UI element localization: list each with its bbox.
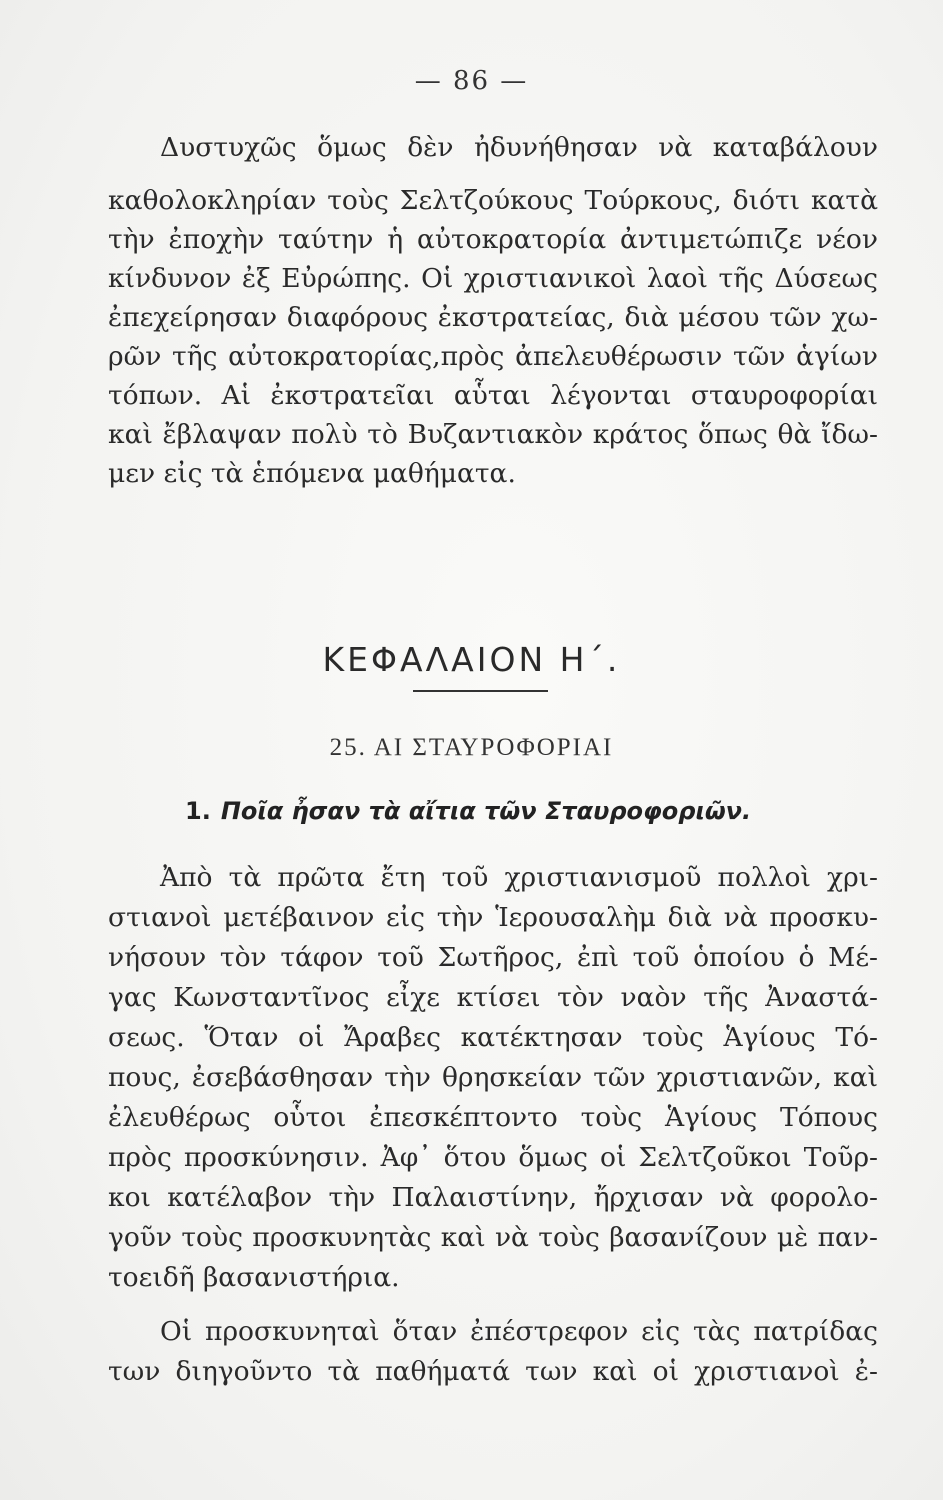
question-heading — [185, 797, 751, 825]
chapter-rule — [413, 690, 548, 692]
text-line: ἐπεχείρησαν διαφόρους ἐκστρατείας, διὰ μέσου τῶν χω- — [108, 302, 878, 333]
text-line: κίνδυνον ἐξ Εὐρώπης. Οἱ χριστιανικοὶ λαοὶ τῆς Δύσεως — [108, 263, 878, 294]
text-line: στιανοὶ μετέβαινον εἰς τὴν Ἱερουσαλὴμ διὰ νὰ προσκυ- — [108, 902, 878, 933]
text-line: γας Κωνσταντῖνος εἶχε κτίσει τὸν ναὸν τῆς Ἀναστά- — [108, 982, 878, 1013]
text-line: καὶ ἔβλαψαν πολὺ τὸ Βυζαντιακὸν κράτος ὅπως θὰ ἴδω- — [108, 419, 878, 450]
text-line: Δυστυχῶς ὅμως δὲν ἠδυνήθησαν νὰ καταβάλουν — [160, 132, 878, 163]
text-line: Ἀπὸ τὰ πρῶτα ἔτη τοῦ χριστιανισμοῦ πολλοὶ χρι- — [160, 862, 878, 893]
text-line: ἐλευθέρως οὗτοι ἐπεσκέπτοντο τοὺς Ἁγίους Τόπους — [108, 1102, 878, 1133]
text-line: μεν εἰς τὰ ἑπόμενα μαθήματα. — [108, 458, 516, 489]
text-line: ρῶν τῆς αὐτοκρατορίας,πρὸς ἀπελευθέρωσιν τῶν ἁγίων — [108, 341, 878, 372]
chapter-heading: ΚΕΦΑΛΑΙΟΝ Η΄. — [322, 640, 621, 679]
text-line: των διηγοῦντο τὰ παθήματά των καὶ οἱ χριστιανοὶ ἐ- — [108, 1356, 878, 1387]
text-line: σεως. Ὅταν οἱ Ἄραβες κατέκτησαν τοὺς Ἁγίους Τό- — [108, 1022, 878, 1053]
text-line: καθολοκληρίαν τοὺς Σελτζούκους Τούρκους, διότι κατὰ — [108, 185, 878, 216]
question-text: Ποῖα ἦσαν τὰ αἴτια τῶν Σταυροφοριῶν. — [220, 797, 752, 825]
text-line: πρὸς προσκύνησιν. Ἀφ᾽ ὅτου ὅμως οἱ Σελτζοῦκοι Τοῦρ- — [108, 1142, 878, 1173]
text-line: νήσουν τὸν τάφον τοῦ Σωτῆρος, ἐπὶ τοῦ ὁποίου ὁ Μέ- — [108, 942, 878, 973]
text-line: Οἱ προσκυνηταὶ ὅταν ἐπέστρεφον εἰς τὰς πατρίδας — [160, 1316, 878, 1347]
text-line: πους, ἐσεβάσθησαν τὴν θρησκείαν τῶν χριστιανῶν, καὶ — [108, 1062, 878, 1093]
text-line: τόπων. Αἱ ἐκστρατεῖαι αὗται λέγονται σταυροφορίαι — [108, 380, 878, 411]
text-line: τοειδῆ βασανιστήρια. — [108, 1262, 400, 1293]
text-line: γοῦν τοὺς προσκυνητὰς καὶ νὰ τοὺς βασανίζουν μὲ παν- — [108, 1222, 878, 1253]
section-heading: 25. ΑΙ ΣΤΑΥΡΟΦΟΡΙΑΙ — [329, 734, 614, 761]
text-line: τὴν ἐποχὴν ταύτην ἡ αὐτοκρατορία ἀντιμετώπιζε νέον — [108, 224, 878, 255]
page-number: — 86 — — [414, 66, 529, 96]
text-line: κοι κατέλαβον τὴν Παλαιστίνην, ἤρχισαν νὰ φορολο- — [108, 1182, 878, 1213]
question-number: 1. — [185, 797, 211, 825]
